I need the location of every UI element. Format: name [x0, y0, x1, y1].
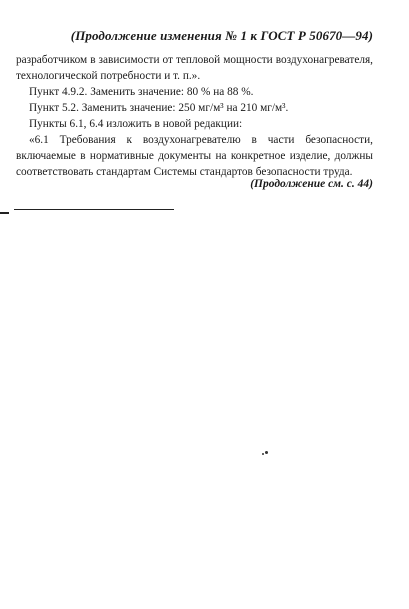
footnote-rule: [14, 209, 174, 210]
paragraph-4: Пункты 6.1, 6.4 изложить в новой редакции:: [29, 118, 243, 130]
paragraph-1: разработчиком в зависимости от тепловой мощности воздухонагревателя, технологической потребности и т. п.».: [16, 54, 373, 82]
paragraph-3: Пункт 5.2. Заменить значение: 250 мг/м³ на 210 мг/м³.: [29, 102, 289, 114]
stray-ink-mark: [262, 451, 268, 455]
margin-edge-mark: [0, 212, 9, 214]
paragraph-5: «6.1 Требования к воздухонагревателю в части безопасности, включаемые в нормативные документы на конкретное изделие, должны соответствовать стандартам Системы стандартов безопасности труда.: [16, 134, 373, 178]
continuation-note: (Продолжение см. с. 44): [250, 178, 373, 190]
paragraph-2: Пункт 4.9.2. Заменить значение: 80 % на 88 %.: [29, 86, 254, 98]
document-body: [16, 52, 373, 180]
page-header: (Продолжение изменения № 1 к ГОСТ Р 50670—94): [70, 28, 373, 43]
